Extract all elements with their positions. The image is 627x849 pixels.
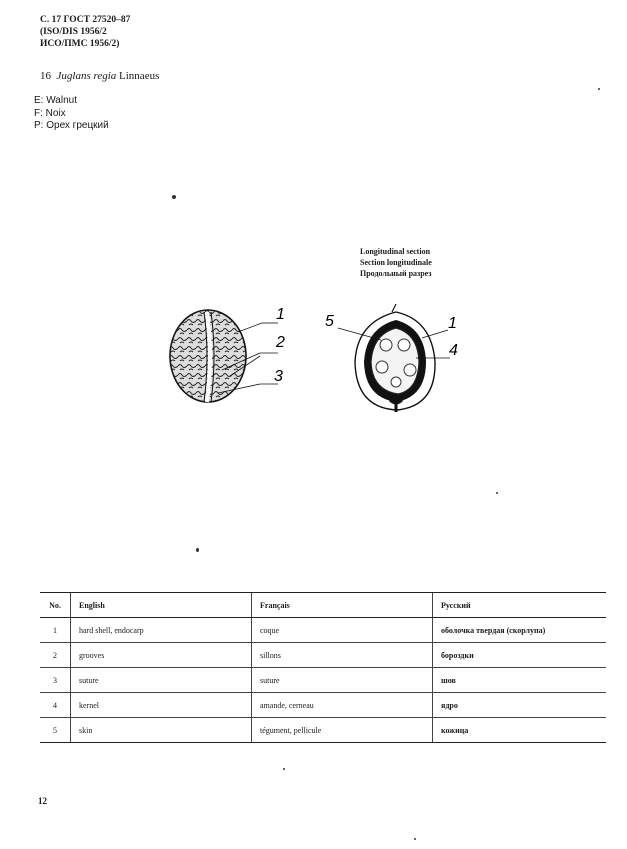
header-line-1: С. 17 ГОСТ 27520–87: [40, 15, 131, 25]
cell-french: tégument, pellicule: [252, 718, 433, 743]
section-caption: [360, 246, 432, 279]
header-line-3: ИСО/ПМС 1956/2): [40, 39, 120, 49]
table-header-row: [40, 593, 606, 618]
header-line-2: (ISO/DIS 1956/2: [40, 27, 107, 37]
label-1-left: 1: [276, 306, 285, 323]
name-french: F: Noix: [34, 107, 66, 119]
name-russian: P: Орех грецкий: [34, 120, 109, 131]
table-row: [40, 718, 606, 743]
cell-no: 4: [40, 693, 71, 718]
cell-russian: шов: [433, 668, 607, 693]
cell-english: grooves: [71, 643, 252, 668]
label-1-right: 1: [448, 315, 457, 332]
cell-french: suture: [252, 668, 433, 693]
entry-number: 16: [40, 70, 51, 82]
label-5-right: 5: [325, 313, 334, 330]
scan-speck: [172, 195, 176, 199]
section-caption-ru: Продольный разрез: [360, 269, 432, 278]
cell-russian: бороздки: [433, 643, 607, 668]
scan-speck: [414, 838, 416, 840]
common-names: [34, 95, 109, 133]
latin-name: Juglans regia: [56, 70, 117, 82]
scan-speck: [496, 492, 498, 494]
section-caption-fr: Section longitudinale: [360, 258, 432, 267]
table-row: [40, 693, 606, 718]
col-header-no: No.: [40, 593, 71, 618]
cell-french: sillons: [252, 643, 433, 668]
cell-no: 2: [40, 643, 71, 668]
cell-english: hard shell, endocarp: [71, 618, 252, 643]
label-2-left: 2: [276, 334, 285, 351]
table-row: [40, 618, 606, 643]
walnut-illustration: [160, 290, 480, 420]
col-header-english: English: [71, 593, 252, 618]
page-number: 12: [38, 796, 47, 806]
cell-russian: кожица: [433, 718, 607, 743]
table-row: [40, 643, 606, 668]
cell-french: coque: [252, 618, 433, 643]
entry-title: [40, 70, 159, 82]
author-name: Linnaeus: [119, 70, 160, 82]
scan-speck: [283, 768, 285, 770]
cell-english: kernel: [71, 693, 252, 718]
section-walnut-drawing: [338, 304, 450, 412]
cell-english: skin: [71, 718, 252, 743]
cell-english: suture: [71, 668, 252, 693]
cell-no: 1: [40, 618, 71, 643]
cell-no: 3: [40, 668, 71, 693]
cell-no: 5: [40, 718, 71, 743]
table-row: [40, 668, 606, 693]
label-4-right: 4: [449, 342, 458, 359]
col-header-russian: Русский: [433, 593, 607, 618]
col-header-french: Français: [252, 593, 433, 618]
cell-french: amande, cerneau: [252, 693, 433, 718]
whole-walnut-drawing: [170, 310, 278, 402]
parts-table: [40, 592, 606, 743]
label-3-left: 3: [274, 368, 283, 385]
cell-russian: ядро: [433, 693, 607, 718]
scan-speck: [196, 548, 199, 552]
section-caption-en: Longitudinal section: [360, 247, 431, 256]
scan-speck: [598, 88, 600, 90]
name-english: E: Walnut: [34, 95, 77, 106]
cell-russian: оболочка твердая (скорлупа): [433, 618, 607, 643]
document-header: [40, 14, 130, 50]
